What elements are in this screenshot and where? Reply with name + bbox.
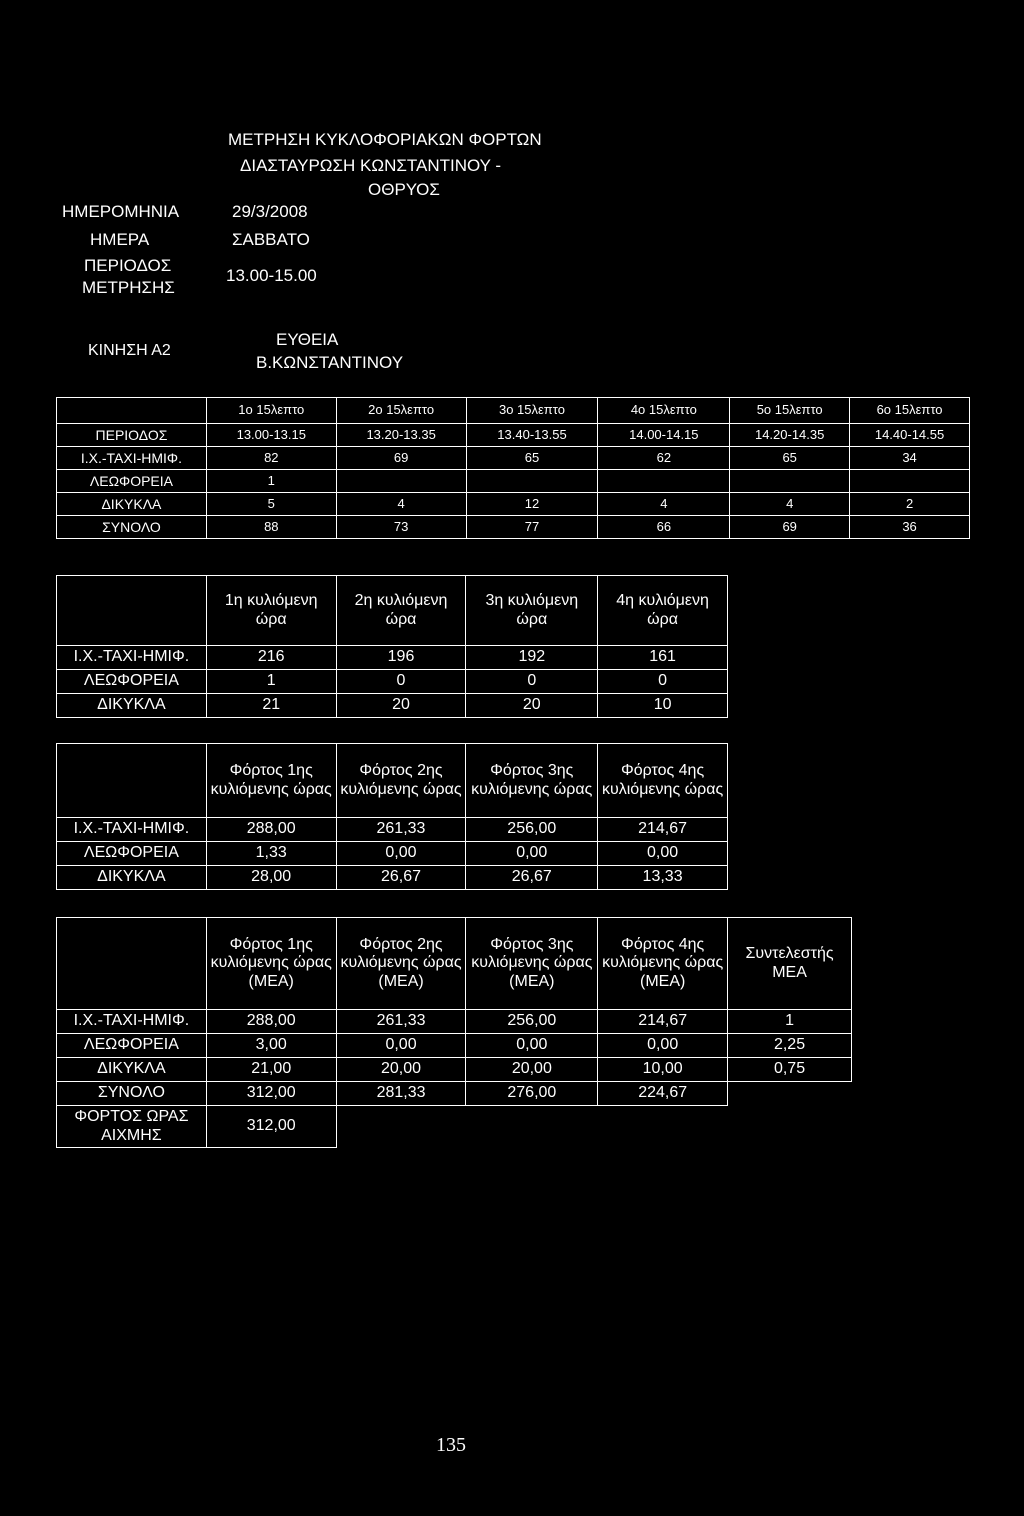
table-cell: 66 (598, 516, 730, 539)
row-label: ΔΙΚΥΚΛΑ (57, 493, 207, 516)
row-label: ΛΕΩΦΟΡΕΙΑ (57, 842, 207, 866)
table-cell: 0,00 (598, 1034, 728, 1058)
table-cell: 0,00 (336, 842, 466, 866)
table-cell: 288,00 (206, 1010, 336, 1034)
table-cell: 4 (598, 493, 730, 516)
table-cell: 13,33 (598, 866, 728, 890)
row-label: ΣΥΝΟΛΟ (57, 1082, 207, 1106)
table-cell: 20 (336, 694, 466, 718)
column-header: 5ο 15λεπτο (730, 398, 850, 424)
table-cell: 224,67 (598, 1082, 728, 1106)
table-row (57, 1082, 852, 1106)
table-cell: 214,67 (598, 818, 728, 842)
table-cell: 28,00 (206, 866, 336, 890)
table-row (57, 424, 970, 447)
day-value: ΣΑΒΒΑΤΟ (232, 230, 310, 249)
column-header: 6ο 15λεπτο (850, 398, 970, 424)
table-cell: 73 (336, 516, 466, 539)
table-cell: 261,33 (336, 1010, 466, 1034)
movement-value-2: Β.ΚΩΝΣΤΑΝΤΙΝΟΥ (256, 353, 404, 372)
column-header: 3η κυλιόμενη ώρα (466, 576, 598, 646)
table-cell: 1,33 (206, 842, 336, 866)
date-label: ΗΜΕΡΟΜΗΝΙΑ (62, 202, 180, 221)
table-cell: 82 (206, 447, 336, 470)
table-cell (730, 470, 850, 493)
column-header: Συντελεστής ΜΕΑ (728, 918, 852, 1010)
table-cell (466, 470, 598, 493)
table-row (57, 447, 970, 470)
row-label: ΛΕΩΦΟΡΕΙΑ (57, 470, 207, 493)
intersection-title: ΔΙΑΣΤΑΥΡΩΣΗ ΚΩΝΣΤΑΝΤΙΝΟΥ - (240, 156, 502, 175)
table-cell: 77 (466, 516, 598, 539)
peak-hour-label-line-1: ΦΟΡΤΟΣ ΩΡΑΣ (74, 1108, 189, 1126)
table-row (57, 1106, 852, 1148)
period-label-1: ΠΕΡΙΟΔΟΣ (84, 256, 172, 275)
table-cell: 256,00 (466, 1010, 598, 1034)
table-cell (336, 470, 466, 493)
peak-hour-label (57, 1106, 207, 1148)
row-label: ΔΙΚΥΚΛΑ (57, 1058, 207, 1082)
table-cell: 20,00 (466, 1058, 598, 1082)
table-row (57, 516, 970, 539)
peak-hour-value: 312,00 (206, 1106, 336, 1148)
table-cell: 0,00 (466, 1034, 598, 1058)
table-cell: 5 (206, 493, 336, 516)
table-corner (57, 576, 207, 646)
table-cell: 14.40-14.55 (850, 424, 970, 447)
table-cell: 276,00 (466, 1082, 598, 1106)
column-header: 4η κυλιόμενη ώρα (598, 576, 728, 646)
table-row (57, 1058, 852, 1082)
table-cell: 65 (466, 447, 598, 470)
column-header: 2ο 15λεπτο (336, 398, 466, 424)
column-header: 3ο 15λεπτο (466, 398, 598, 424)
table-cell: 0,75 (728, 1058, 852, 1082)
table-cell: 216 (206, 646, 336, 670)
table-cell: 3,00 (206, 1034, 336, 1058)
table-cell: 0 (466, 670, 598, 694)
table-cell: 214,67 (598, 1010, 728, 1034)
table-cell: 20 (466, 694, 598, 718)
column-header: Φόρτος 4ης κυλιόμενης ώρας (598, 744, 728, 818)
table-corner (57, 918, 207, 1010)
table-cell: 261,33 (336, 818, 466, 842)
table-cell: 281,33 (336, 1082, 466, 1106)
table-row (57, 470, 970, 493)
row-label: ΛΕΩΦΟΡΕΙΑ (57, 1034, 207, 1058)
table-cell: 65 (730, 447, 850, 470)
table-cell (850, 470, 970, 493)
table-cell (598, 470, 730, 493)
table-cell: 88 (206, 516, 336, 539)
table-corner (57, 744, 207, 818)
rolling-hour-flow-table (56, 743, 728, 890)
row-label: ΔΙΚΥΚΛΑ (57, 694, 207, 718)
table-row (57, 818, 728, 842)
day-label: ΗΜΕΡΑ (90, 230, 150, 249)
table-cell: 288,00 (206, 818, 336, 842)
table-cell: 26,67 (466, 866, 598, 890)
table-cell: 0,00 (336, 1034, 466, 1058)
table-cell: 10,00 (598, 1058, 728, 1082)
table-cell: 256,00 (466, 818, 598, 842)
table-cell: 2,25 (728, 1034, 852, 1058)
table-row (57, 842, 728, 866)
intersection-title-2: ΟΘΡΥΟΣ (368, 180, 440, 199)
date-value: 29/3/2008 (232, 202, 308, 221)
table-cell: 312,00 (206, 1082, 336, 1106)
column-header: 1ο 15λεπτο (206, 398, 336, 424)
row-label: Ι.Χ.-ΤΑΧΙ-ΗΜΙΦ. (57, 646, 207, 670)
table-cell: 4 (730, 493, 850, 516)
column-header: 2η κυλιόμενη ώρα (336, 576, 466, 646)
column-header: Φόρτος 2ης κυλιόμενης ώρας (336, 744, 466, 818)
row-label: ΣΥΝΟΛΟ (57, 516, 207, 539)
column-header: Φόρτος 3ης κυλιόμενης ώρας (ΜΕΑ) (466, 918, 598, 1010)
table-cell: 10 (598, 694, 728, 718)
row-label: Ι.Χ.-ΤΑΧΙ-ΗΜΙΦ. (57, 447, 207, 470)
page-number: 135 (436, 1434, 466, 1456)
table-corner (57, 398, 207, 424)
peak-hour-label-line-2: ΑΙΧΜΗΣ (101, 1126, 162, 1144)
movement-value-1: ΕΥΘΕΙΑ (276, 330, 339, 349)
table-cell: 21,00 (206, 1058, 336, 1082)
table-cell: 2 (850, 493, 970, 516)
table-cell: 14.20-14.35 (730, 424, 850, 447)
table-row (57, 1034, 852, 1058)
row-label: ΔΙΚΥΚΛΑ (57, 866, 207, 890)
table-cell: 13.00-13.15 (206, 424, 336, 447)
table-cell: 161 (598, 646, 728, 670)
table-cell: 14.00-14.15 (598, 424, 730, 447)
table-row (57, 493, 970, 516)
column-header: Φόρτος 1ης κυλιόμενης ώρας (ΜΕΑ) (206, 918, 336, 1010)
table-cell: 13.40-13.55 (466, 424, 598, 447)
table-cell: 0 (598, 670, 728, 694)
table-cell (728, 1082, 852, 1106)
report-title: ΜΕΤΡΗΣΗ ΚΥΚΛΟΦΟΡΙΑΚΩΝ ΦΟΡΤΩΝ (228, 130, 542, 149)
table-row (57, 694, 728, 718)
table-row (57, 1010, 852, 1034)
movement-label: ΚΙΝΗΣΗ Α2 (88, 342, 171, 359)
table-cell: 69 (336, 447, 466, 470)
table-cell: 192 (466, 646, 598, 670)
row-label: Ι.Χ.-ΤΑΧΙ-ΗΜΙΦ. (57, 818, 207, 842)
table-cell: 1 (206, 670, 336, 694)
column-header: Φόρτος 3ης κυλιόμενης ώρας (466, 744, 598, 818)
table-cell: 34 (850, 447, 970, 470)
table-cell: 20,00 (336, 1058, 466, 1082)
column-header: Φόρτος 1ης κυλιόμενης ώρας (206, 744, 336, 818)
column-header: 1η κυλιόμενη ώρα (206, 576, 336, 646)
period-label-2: ΜΕΤΡΗΣΗΣ (82, 278, 175, 297)
row-label: Ι.Χ.-ΤΑΧΙ-ΗΜΙΦ. (57, 1010, 207, 1034)
row-label: ΠΕΡΙΟΔΟΣ (57, 424, 207, 447)
table-cell: 0,00 (598, 842, 728, 866)
column-header: Φόρτος 4ης κυλιόμενης ώρας (ΜΕΑ) (598, 918, 728, 1010)
table-cell: 1 (728, 1010, 852, 1034)
table-row (57, 670, 728, 694)
quarter-hour-counts-table (56, 397, 970, 539)
table-cell: 0,00 (466, 842, 598, 866)
rolling-hour-counts-table (56, 575, 728, 718)
table-cell: 13.20-13.35 (336, 424, 466, 447)
row-label: ΛΕΩΦΟΡΕΙΑ (57, 670, 207, 694)
column-header: Φόρτος 2ης κυλιόμενης ώρας (ΜΕΑ) (336, 918, 466, 1010)
period-value: 13.00-15.00 (226, 266, 317, 285)
table-cell: 1 (206, 470, 336, 493)
table-cell: 21 (206, 694, 336, 718)
table-cell: 0 (336, 670, 466, 694)
table-cell: 36 (850, 516, 970, 539)
table-cell: 26,67 (336, 866, 466, 890)
table-row (57, 866, 728, 890)
table-cell: 4 (336, 493, 466, 516)
table-cell: 62 (598, 447, 730, 470)
table-cell: 196 (336, 646, 466, 670)
pcu-flow-table (56, 917, 852, 1148)
column-header: 4ο 15λεπτο (598, 398, 730, 424)
table-cell: 69 (730, 516, 850, 539)
table-row (57, 646, 728, 670)
table-cell: 12 (466, 493, 598, 516)
